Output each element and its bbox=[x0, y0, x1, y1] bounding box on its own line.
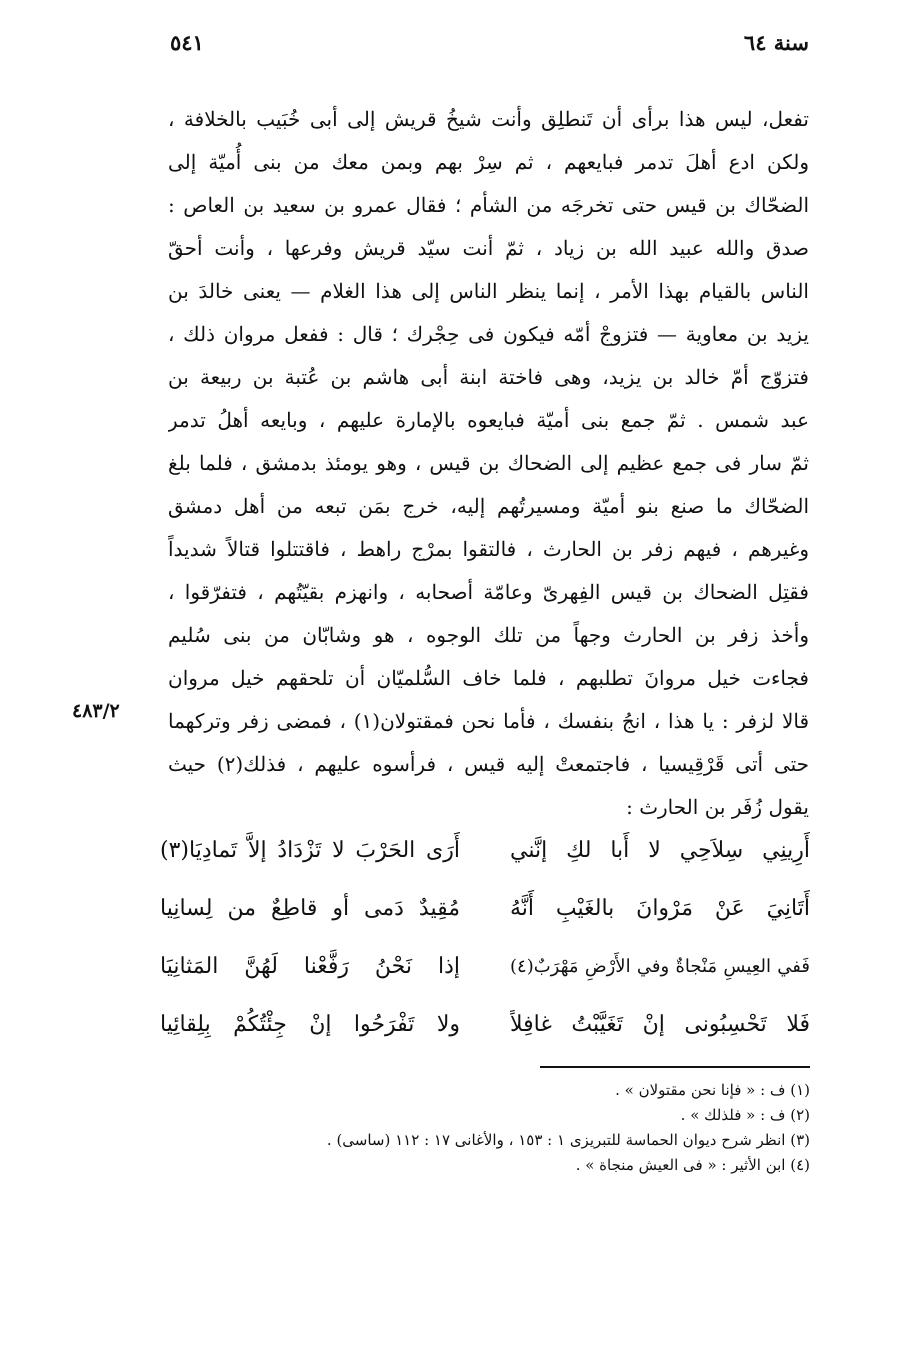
footnote-divider bbox=[540, 1066, 810, 1068]
body-line: فجاءت خيل مروانَ تطلبهم ، فلما خاف السُّلميّان أن تلحقهم خيل مروان bbox=[168, 666, 809, 690]
body-line: يزيد بن معاوية — فتزوجْ أمّه فيكون فى حِجْرك ؛ قال : ففعل مروان ذلك ، bbox=[168, 322, 809, 346]
year-heading: سنة ٦٤ bbox=[743, 30, 809, 55]
verse-second-hemistich: مُقِيدٌ دَمى أو قاطِعٌ من لِسانِيا bbox=[160, 896, 460, 921]
footnote: (٤) ابن الأثير : « فى العيش منجاة » . bbox=[575, 1156, 810, 1174]
footnote: (٣) انظر شرح ديوان الحماسة للتبريزى ١ : ١٥٣ ، والأغانى ١٧ : ١١٢ (ساسى) . bbox=[326, 1131, 810, 1149]
verse-row bbox=[160, 880, 810, 938]
body-line: يقول زُفَر بن الحارث : bbox=[626, 795, 809, 819]
running-header bbox=[170, 30, 809, 66]
marginal-reference: ٤٨٣/٢ bbox=[72, 700, 120, 722]
verse-first-hemistich: فَفي العِيسِ مَنْجاةٌ وفي الأَرْضِ مَهْرَبٌ(٤) bbox=[510, 956, 810, 977]
verse-row bbox=[160, 938, 810, 996]
verse-first-hemistich: أَرِينِي سِلاَحِي لا أَبا لكِ إنَّني bbox=[510, 838, 810, 863]
verse-second-hemistich: أَرَى الحَرْبَ لا تَزْدَادُ إلاَّ تَمادِيَا(٣) bbox=[160, 838, 460, 863]
footnotes bbox=[150, 1078, 810, 1178]
poem bbox=[160, 822, 810, 1054]
body-line: الضحّاك بن قيس حتى تخرجَه من الشأم ؛ فقال عمرو بن سعيد بن العاص : bbox=[168, 193, 809, 217]
verse-first-hemistich: فَلا تَحْسِبُونى إنْ تَغَيَّبْتُ غافِلاً bbox=[510, 1012, 810, 1037]
body-line: ولكن ادع أهلَ تدمر فبايعهم ، ثم سِرْ بهم وبمن معك من بنى أُميّة إلى bbox=[168, 150, 809, 174]
body-line: فقتِل الضحاك بن قيس الفِهرىّ وعامّة أصحابه ، وانهزم بقيّتُهم ، فتفرّقوا ، bbox=[168, 580, 809, 604]
verse-first-hemistich: أَتَانِيَ عَنْ مَرْوانَ بالغَيْبِ أَنَّهُ bbox=[510, 896, 810, 921]
body-line: ثمّ سار فى جمع عظيم إلى الضحاك بن قيس ، وهو يومئذ بدمشق ، فلما بلغ bbox=[168, 451, 809, 475]
body-line: وغيرهم ، فيهم زفر بن الحارث ، فالتقوا بمرْج راهط ، فاقتتلوا قتالاً شديداً bbox=[168, 537, 809, 561]
footnote: (١) ف : « فإنا نحن مقتولان » . bbox=[615, 1081, 810, 1099]
page-number: ٥٤١ bbox=[170, 30, 204, 55]
body-text bbox=[168, 98, 809, 829]
footnote: (٢) ف : « فلذلك » . bbox=[680, 1106, 810, 1124]
body-line: تفعل، ليس هذا برأى أن تَنطلِق وأنت شيخُ قريش إلى أبى خُبَيب بالخلافة ، bbox=[168, 107, 809, 131]
body-line: عبد شمس . ثمّ جمع بنى أميّة فبايعوه بالإمارة عليهم ، وبايعه أهلُ تدمر bbox=[168, 408, 809, 432]
body-line: قالا لزفر : يا هذا ، انجُ بنفسك ، فأما نحن فمقتولان(١) ، فمضى زفر وتركهما bbox=[168, 709, 809, 733]
body-line: صدق والله عبيد الله بن زياد ، ثمّ أنت سيّد قريش وفرعها ، وأنت أحقّ bbox=[168, 236, 809, 260]
body-line: الناس بالقيام بهذا الأمر ، إنما ينظر الناس إلى هذا الغلام — يعنى خالدَ بن bbox=[168, 279, 809, 303]
body-line: الضحّاك ما صنع بنو أميّة ومسيرتُهم إليه، خرج بمَن تبعه من أهل دمشق bbox=[168, 494, 809, 518]
verse-second-hemistich: ولا تَفْرَحُوا إنْ جِئْتُكُمْ بِلِقائِيا bbox=[160, 1012, 460, 1037]
body-line: فتزوّج أمّ خالد بن يزيد، وهى فاختة ابنة أبى هاشم بن عُتبة بن ربيعة بن bbox=[168, 365, 809, 389]
body-line: وأخذ زفر بن الحارث وجهاً من تلك الوجوه ، هو وشابّان من بنى سُليم bbox=[168, 623, 809, 647]
verse-second-hemistich: إذا نَحْنُ رَفَّعْنا لَهُنَّ المَثانِيَا bbox=[160, 954, 460, 979]
body-line: حتى أتى قَرْقِيسيا ، فاجتمعتْ إليه قيس ، فرأسوه عليهم ، فذلك(٢) حيث bbox=[168, 752, 809, 776]
verse-row bbox=[160, 996, 810, 1054]
verse-row bbox=[160, 822, 810, 880]
